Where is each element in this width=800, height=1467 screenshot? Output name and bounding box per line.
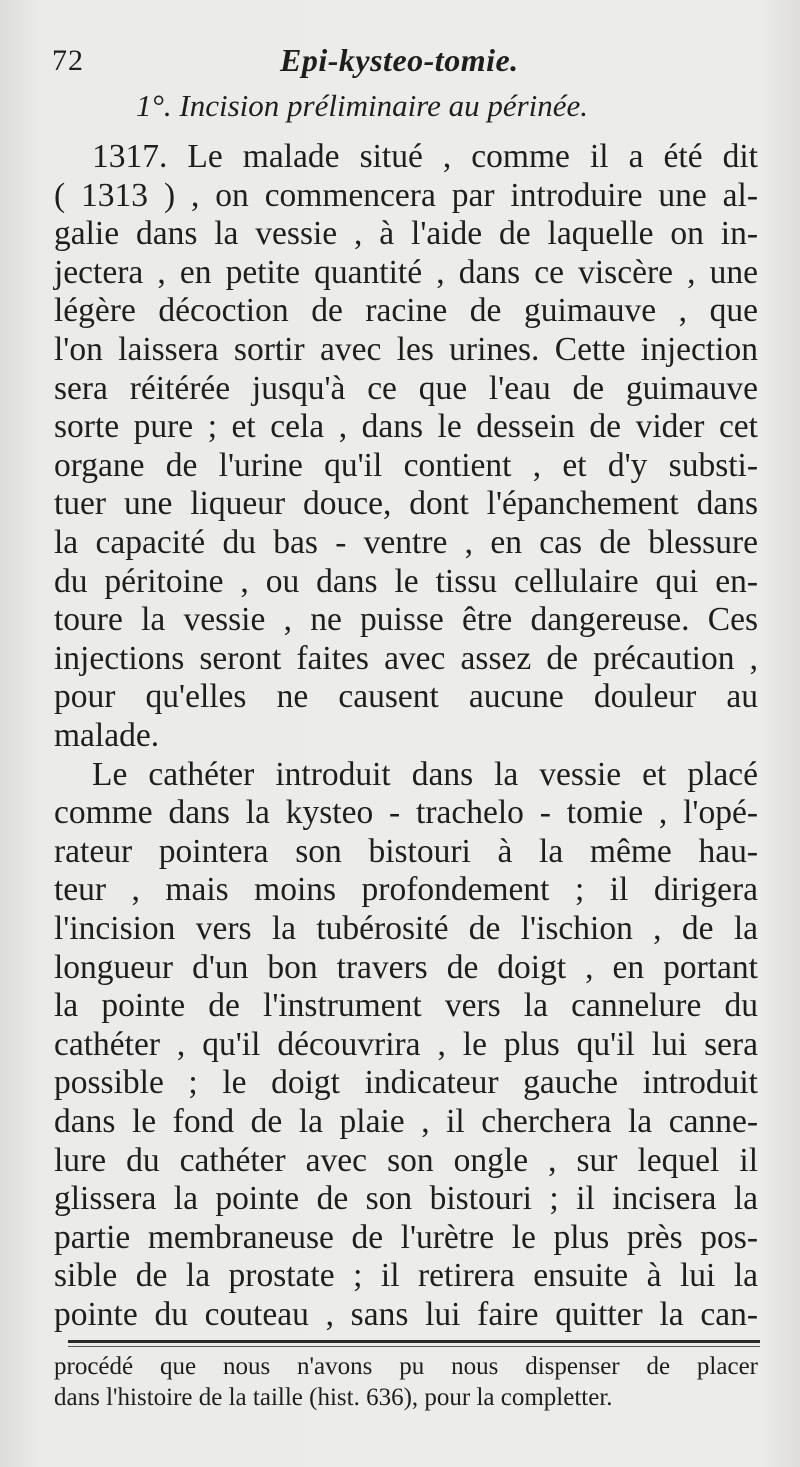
section-title: 1°. Incision préliminaire au périnée. — [136, 88, 589, 123]
text-line: pointe du couteau , sans lui faire quitter la can- — [54, 1296, 758, 1333]
footnote-line: procédé que nous n'avons pu nous dispenser de placer — [54, 1353, 758, 1380]
text-line: Le cathéter introduit dans la vessie et placé — [92, 755, 758, 793]
text-line: sorte pure ; et cela , dans le dessein de vider cet — [54, 408, 758, 446]
footnote-line: dans l'histoire de la taille (hist. 636), pour la completter. — [54, 1384, 613, 1411]
text-line: ( 1313 ) , on commencera par introduire une al- — [54, 176, 758, 214]
text-line: possible ; le doigt indicateur gauche introduit — [54, 1064, 758, 1102]
text-line: l'incision vers la tubérosité de l'ischion , de la — [54, 910, 758, 947]
text-line: la pointe de l'instrument vers la cannelure du — [54, 987, 758, 1025]
text-line: lure du cathéter avec son ongle , sur lequel il — [54, 1141, 758, 1179]
footnote-rule — [68, 1340, 760, 1343]
text-line: pour qu'elles ne causent aucune douleur au — [54, 678, 758, 716]
footnote-rule-thin — [68, 1346, 760, 1347]
text-line: la capacité du bas - ventre , en cas de blessure — [54, 524, 758, 561]
text-line: l'on laissera sortir avec les urines. Cette injection — [54, 331, 758, 368]
text-line: partie membraneuse de l'urètre le plus près pos- — [54, 1218, 758, 1256]
text-line: injections seront faites avec assez de précaution , — [54, 639, 758, 677]
text-line: organe de l'urine qu'il contient , et d'y substi- — [54, 446, 758, 484]
running-title: Epi-kysteo-tomie. — [280, 42, 519, 78]
text-line: sible de la prostate ; il retirera ensuite à lui la — [54, 1257, 758, 1295]
text-line: malade. — [54, 717, 160, 754]
text-line: glissera la pointe de son bistouri ; il incisera la — [54, 1180, 758, 1218]
text-line: rateur pointera son bistouri à la même hau- — [54, 832, 758, 870]
text-line: du péritoine , ou dans le tissu cellulaire qui en- — [54, 562, 758, 600]
text-line: tuer une liqueur douce, dont l'épanchement dans — [54, 485, 758, 523]
text-line: 1317. Le malade situé , comme il a été dit — [92, 138, 758, 175]
page-number: 72 — [52, 44, 84, 77]
text-line: dans le fond de la plaie , il cherchera la canne- — [54, 1103, 758, 1140]
text-line: teur , mais moins profondement ; il dirigera — [54, 871, 758, 909]
text-line: toure la vessie , ne puisse être dangereuse. Ces — [54, 601, 758, 639]
text-line: cathéter , qu'il découvrira , le plus qu'il lui sera — [54, 1025, 758, 1063]
text-line: légère décoction de racine de guimauve , que — [54, 292, 758, 330]
text-line: sera réitérée jusqu'à ce que l'eau de guimauve — [54, 369, 758, 407]
text-line: comme dans la kysteo - trachelo - tomie , l'opé- — [54, 794, 758, 832]
text-line: galie dans la vessie , à l'aide de laquelle on in- — [54, 215, 758, 253]
text-line: jectera , en petite quantité , dans ce viscère , une — [54, 253, 758, 291]
text-line: longueur d'un bon travers de doigt , en portant — [54, 948, 758, 986]
